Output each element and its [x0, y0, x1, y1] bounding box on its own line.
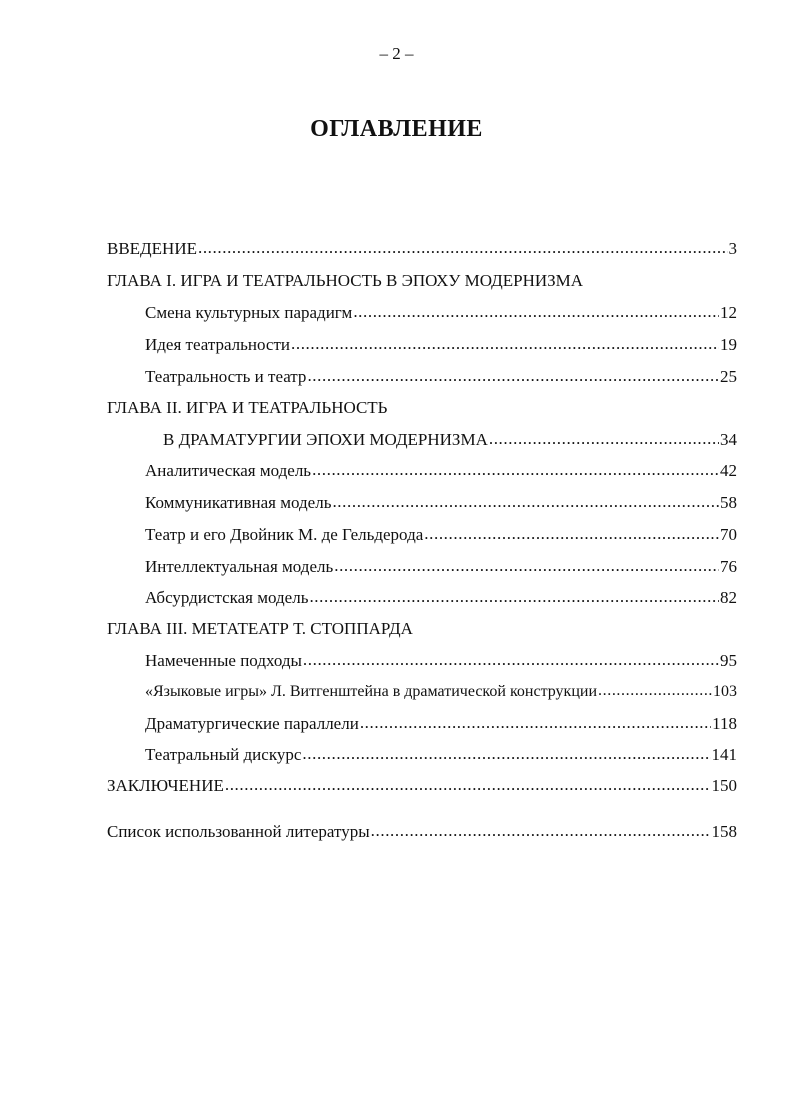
toc-entry-label: Интеллектуальная модель [145, 557, 334, 576]
toc-entry-page: 34 [720, 430, 737, 449]
toc-entry[interactable] [145, 587, 737, 609]
toc-entry-bibliography[interactable] [107, 821, 737, 843]
toc-entry-label: Аналитическая модель [145, 461, 312, 480]
toc-entry[interactable] [145, 650, 737, 672]
toc-entry[interactable] [145, 524, 737, 546]
toc-entry-page: 19 [720, 335, 737, 354]
toc-entry-page: 42 [720, 461, 737, 480]
dot-leader [225, 774, 711, 796]
toc-entry-page: 70 [720, 525, 737, 544]
toc-entry-label: «Языковые игры» Л. Витгенштейна в драматической конструкции [145, 683, 598, 700]
toc-entry-page: 76 [720, 557, 737, 576]
toc-chapter-heading[interactable]: ГЛАВА III. МЕТАТЕАТР Т. СТОППАРДА [107, 619, 413, 638]
dot-leader [309, 586, 719, 608]
toc-entry[interactable] [145, 744, 737, 766]
dot-leader [312, 459, 719, 481]
toc-entry-page: 58 [720, 493, 737, 512]
toc-entry-label: Идея театральности [145, 335, 290, 354]
toc-entry-label: Театральный дискурс [145, 745, 302, 764]
toc-entry-page: 25 [720, 367, 737, 386]
dot-leader [302, 743, 710, 765]
toc-entry-label: Коммуникативная модель [145, 493, 332, 512]
dot-leader [371, 820, 711, 842]
toc-entry[interactable] [145, 334, 737, 356]
toc-chapter-heading-continuation[interactable] [163, 429, 737, 451]
dot-leader [353, 301, 719, 323]
toc-entry-label: Драматургические параллели [145, 714, 359, 733]
toc-entry-label: Абсурдистская модель [145, 588, 309, 607]
toc-entry-label: Театр и его Двойник М. де Гельдерода [145, 525, 424, 544]
toc-chapter-heading[interactable]: ГЛАВА II. ИГРА И ТЕАТРАЛЬНОСТЬ [107, 398, 388, 417]
toc-entry[interactable] [145, 302, 737, 324]
toc-entry[interactable] [145, 556, 737, 578]
toc-entry-page: 95 [720, 651, 737, 670]
toc-entry[interactable] [145, 492, 737, 514]
toc-entry[interactable] [145, 681, 737, 703]
toc-entry[interactable] [145, 366, 737, 388]
toc-chapter-heading[interactable]: ГЛАВА I. ИГРА И ТЕАТРАЛЬНОСТЬ В ЭПОХУ МОДЕРНИЗМА [107, 271, 584, 290]
page-number: – 2 – [379, 44, 414, 63]
dot-leader [360, 712, 711, 734]
toc-entry-page: 12 [720, 303, 737, 322]
toc-entry[interactable] [145, 460, 737, 482]
dot-leader [424, 523, 719, 545]
dot-leader [489, 428, 719, 450]
toc-entry-label: ЗАКЛЮЧЕНИЕ [107, 776, 224, 795]
toc-entry-page: 3 [728, 239, 737, 258]
toc-entry-introduction[interactable] [107, 238, 737, 260]
toc-entry-label: Список использованной литературы [107, 822, 370, 841]
page-title: ОГЛАВЛЕНИЕ [310, 116, 483, 142]
toc-entry-page: 158 [711, 822, 737, 841]
dot-leader [598, 680, 712, 702]
toc-entry-page: 118 [712, 714, 737, 733]
toc-entry-page: 141 [711, 745, 737, 764]
dot-leader [198, 237, 728, 259]
toc-entry-label: Театральность и театр [145, 367, 307, 386]
toc-entry[interactable] [145, 713, 737, 735]
toc-entry-conclusion[interactable] [107, 775, 737, 797]
toc-entry-label: В ДРАМАТУРГИИ ЭПОХИ МОДЕРНИЗМА [163, 430, 488, 449]
toc-entry-label: Смена культурных парадигм [145, 303, 353, 322]
dot-leader [334, 555, 719, 577]
toc-entry-page: 150 [711, 776, 737, 795]
toc-entry-page: 103 [713, 683, 737, 700]
dot-leader [303, 649, 719, 671]
dot-leader [332, 491, 719, 513]
toc-entry-label: ВВЕДЕНИЕ [107, 239, 197, 258]
dot-leader [307, 365, 719, 387]
toc-entry-page: 82 [720, 588, 737, 607]
toc-entry-label: Намеченные подходы [145, 651, 302, 670]
dot-leader [291, 333, 719, 355]
